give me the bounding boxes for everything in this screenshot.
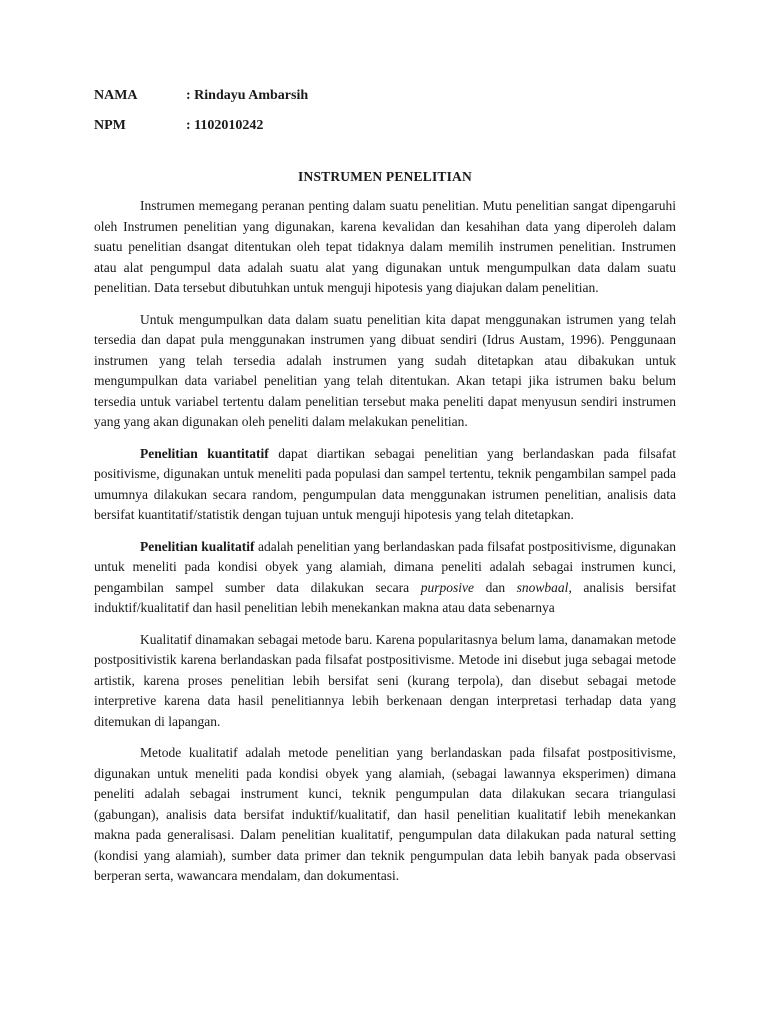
paragraph-6: Metode kualitatif adalah metode penelitian yang berlandaskan pada filsafat postpositivisme, digunakan untuk meneliti pada kondisi obyek yang alamiah, (sebagai lawannya eksperimen) dimana peneliti adalah sebagai instrument kunci, teknik pengumpulan data dilakukan secara triangulasi (gabungan), analisis data bersifat induktif/kualitatif, dan hasil penelitian kualitatif lebih menekankan makna pada generalisasi. Dalam penelitian kualitatif, pengumpulan data dilakukan pada natural setting (kondisi yang alamiah), sumber data primer dan teknik pengumpulan data lebih banyak pada observasi berperan serta, wawancara mendalam, dan dokumentasi. [94, 745, 676, 883]
term-kuantitatif: Penelitian kuantitatif [140, 445, 269, 461]
paragraph-5: Kualitatif dinamakan sebagai metode baru. Karena popularitasnya belum lama, danamakan metode postpositivistik karena berlandaskan pada filsafat postpositivisme. Metode ini disebut juga sebagai metode artistik, karena proses penelitian lebih bersifat seni (kurang terpola), dan disebut sebagai metode interpretive karena data hasil penelitiannya lebih berkenaan dengan interpretasi terhadap data yang ditemukan di lapangan. [94, 631, 676, 729]
paragraph-4-text-a: adalah penelitian yang berlandaskan pada filsafat postpositivisme, digunakan untuk meneliti pada kondisi obyek yang alamiah, dimana peneliti adalah sebagai instrumen kunci, pengambilan sampel sumber data dilakukan secara [94, 538, 677, 595]
term-purposive: purposive [420, 579, 474, 595]
term-snowbaal: snowbaal [516, 579, 569, 595]
paragraph-3 [94, 444, 676, 526]
name-value: : Rindayu Ambarsih [186, 88, 309, 103]
paragraph-2: Untuk mengumpulkan data dalam suatu penelitian kita dapat menggunakan istrumen yang telah tersedia dan dapat pula menggunakan instrumen yang dibuat sendiri (Idrus Austam, 1996). Penggunaan instrumen yang telah tersedia adalah instrumen yang sudah ditetapkan atau dibakukan untuk mengumpulkan data variabel penelitian yang telah ditentukan. Akan tetapi jika istrumen baku belum tersedia untuk variabel tertentu dalam penelitian tersebut maka peneliti dapat menyusun sendiri instrumen yang yang akan digunakan oleh peneliti dalam melakukan penelitian. [94, 311, 676, 429]
document-page [94, 86, 676, 898]
npm-label: NPM [94, 118, 126, 133]
npm-row [94, 116, 676, 136]
paragraph-4-text-c: , analisis bersifat induktif/kualitatif dan hasil penelitian lebih menekankan makna atau data sebenarnya [94, 579, 676, 615]
document-title: INSTRUMEN PENELITIAN [298, 169, 472, 184]
paragraph-1: Instrumen memegang peranan penting dalam suatu penelitian. Mutu penelitian sangat dipengaruhi oleh Instrumen penelitian yang digunakan, karena kevalidan dan kesahihan data yang diperoleh dalam suatu penelitian dsangat ditentukan oleh tepat tidaknya dalam memilih instrumen penelitian. Instrumen atau alat pengumpul data adalah suatu alat yang digunakan untuk mengumpulkan data dalam suatu penelitian. Data tersebut dibutuhkan untuk menguji hipotesis yang diajukan dalam penelitian. [94, 198, 676, 295]
paragraph-4 [94, 537, 676, 619]
paragraph-3-text: dapat diartikan sebagai penelitian yang berlandaskan pada filsafat positivisme, digunakan untuk meneliti pada populasi dan sampel tertentu, teknik pengambilan sampel pada umumnya dilakukan secara random, pengumpulan data menggunakan istrumen penelitian, analisis data bersifat kuantitatif/statistik dengan tujuan untuk menguji hipotesis yang telah ditetapkan. [94, 445, 676, 522]
paragraph-4-text-b: dan [473, 579, 517, 595]
npm-value: : 1102010242 [186, 118, 264, 133]
name-label: NAMA [94, 88, 138, 103]
term-kualitatif: Penelitian kualitatif [140, 538, 255, 554]
name-row [94, 86, 676, 106]
